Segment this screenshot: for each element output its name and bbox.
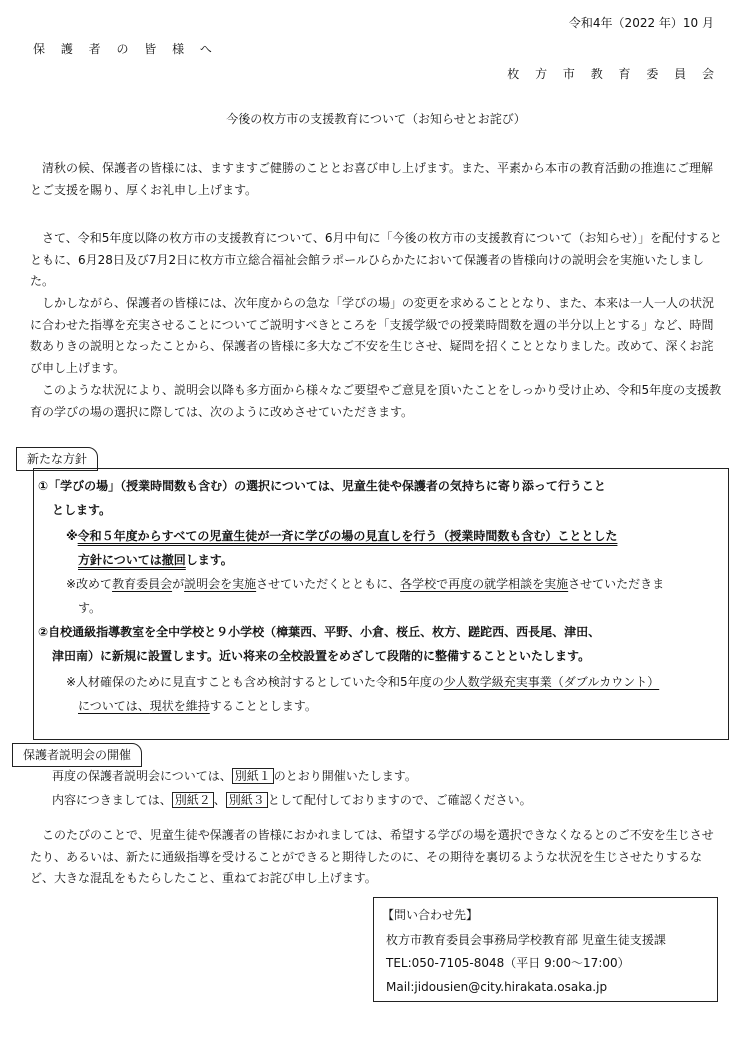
attachment-2-ref: 別紙２	[172, 792, 214, 808]
policy-note-2-line-2: す。	[78, 601, 102, 615]
note-2-underlined: 説明会を実施	[184, 577, 257, 591]
attachment-3-ref: 別紙３	[226, 792, 268, 808]
note-2-underlined: 各学校で再度の就学相談を実施	[400, 577, 569, 591]
policy-note-2-line-1	[66, 577, 664, 591]
document-date: 令和4年（2022 年）10 月	[568, 16, 714, 30]
addressee: 保 護 者 の 皆 様 へ	[33, 42, 218, 56]
meeting-separator: 、	[213, 793, 226, 807]
contact-email: Mail:jidousien@city.hirakata.osaka.jp	[386, 980, 608, 994]
policy-item-2-line-1: ②自校通級指導教室を全中学校と９小学校（樟葉西、平野、小倉、桜丘、枚方、蹉跎西、西長尾、津田、	[38, 625, 601, 639]
note-2-text: させていただくとともに、	[256, 577, 401, 591]
sender: 枚 方 市 教 育 委 員 会	[507, 67, 720, 81]
meeting-line-2	[52, 793, 532, 807]
policy-note-1-line-1	[66, 529, 617, 543]
note-1-withdrawn-text: 令和５年度からすべての児童生徒が一斉に学びの場の見直しを行う（授業時間数も含む）こととした	[77, 529, 618, 543]
meeting-text: 再度の保護者説明会については、	[52, 769, 232, 783]
note-2-underlined: 教育委員会	[112, 577, 173, 591]
note-3-text: ※人材確保のために見直すことも含め検討するとしていた令和5年度の	[66, 675, 444, 689]
contact-heading: 【問い合わせ先】	[382, 908, 479, 922]
closing-paragraph: このたびのことで、児童生徒や保護者の皆様におかれましては、希望する学びの場を選択できなくなるとのご不安を生じさせたり、あるいは、新たに通級指導を受けることができると期待したのに、その期待を裏切るような状況を生じさせたりするなど、大きな混乱をもたらしたこと、重ねてお詫び申し上げます。	[30, 828, 714, 885]
briefing-session-tag: 保護者説明会の開催	[12, 743, 142, 767]
policy-item-2-line-2: 津田南）に新規に設置します。近い将来の全校設置をめざして段階的に整備することといたします。	[52, 649, 591, 663]
meeting-text: のとおり開催いたします。	[273, 769, 417, 783]
contact-box	[373, 897, 718, 1002]
note-2-text: させていただきま	[568, 577, 665, 591]
policy-note-1-line-2	[78, 553, 233, 567]
contact-telephone: TEL:050-7105-8048（平日 9:00～17:00）	[386, 956, 630, 970]
policy-note-3-line-1	[66, 675, 659, 689]
meeting-text: として配付しておりますので、ご確認ください。	[267, 793, 532, 807]
intro-paragraph-4: このような状況により、説明会以降も多方面から様々なご要望やご意見を頂いたことをしっかり受け止め、令和5年度の支援教育の学びの場の選択に際しては、次のように改めさせていただきます。	[30, 383, 722, 419]
note-2-text: が	[172, 577, 185, 591]
document-title: 今後の枚方市の支援教育について（お知らせとお詫び）	[226, 112, 526, 126]
policy-note-3-line-2	[78, 699, 317, 713]
note-2-text: ※改めて	[66, 577, 113, 591]
new-policy-box	[33, 468, 729, 740]
attachment-1-ref: 別紙１	[232, 768, 274, 784]
policy-item-1-line-1: ①「学びの場」（授業時間数も含む）の選択については、児童生徒や保護者の気持ちに寄り添って行うこと	[38, 479, 606, 493]
note-3-text: することとします。	[209, 699, 317, 713]
intro-paragraph-1: 清秋の候、保護者の皆様には、ますますご健勝のこととお喜び申し上げます。また、平素から本市の教育活動の推進にご理解とご支援を賜り、厚くお礼申し上げます。	[30, 161, 714, 197]
note-1-suffix: します。	[185, 553, 233, 567]
intro-paragraph-2: さて、令和5年度以降の枚方市の支援教育について、6月中旬に「今後の枚方市の支援教育について（お知らせ）」を配付するとともに、6月28日及び7月2日に枚方市立総合福祉会館ラポールひらかたにおいて保護者の皆様向けの説明会を実施いたしました。	[30, 231, 722, 288]
note-3-underlined: 少人数学級充実事業（ダブルカウント）	[443, 675, 660, 689]
note-1-withdrawn-text-cont: 方針については撤回	[78, 553, 186, 567]
policy-item-1-line-2: とします。	[52, 503, 112, 517]
new-policy-tag: 新たな方針	[16, 447, 98, 471]
note-mark: ※	[66, 529, 78, 543]
note-3-underlined: については、	[78, 699, 150, 713]
intro-paragraph-3: しかしながら、保護者の皆様には、次年度からの急な「学びの場」の変更を求めることとなり、また、本来は一人一人の状況に合わせた指導を充実させることについてご説明すべきところを「支援学級での授業時間数を週の半分以上とする」など、時間数ありきの説明となったことから、保護者の皆様に多大なご不安を生じさせ、疑問を招くこととなりました。改めて、深くお詫び申し上げます。	[30, 296, 715, 375]
note-3-underlined: 現状を維持	[149, 699, 210, 713]
meeting-line-1	[52, 769, 417, 783]
meeting-text: 内容につきましては、	[52, 793, 172, 807]
contact-department: 枚方市教育委員会事務局学校教育部 児童生徒支援課	[386, 933, 666, 947]
